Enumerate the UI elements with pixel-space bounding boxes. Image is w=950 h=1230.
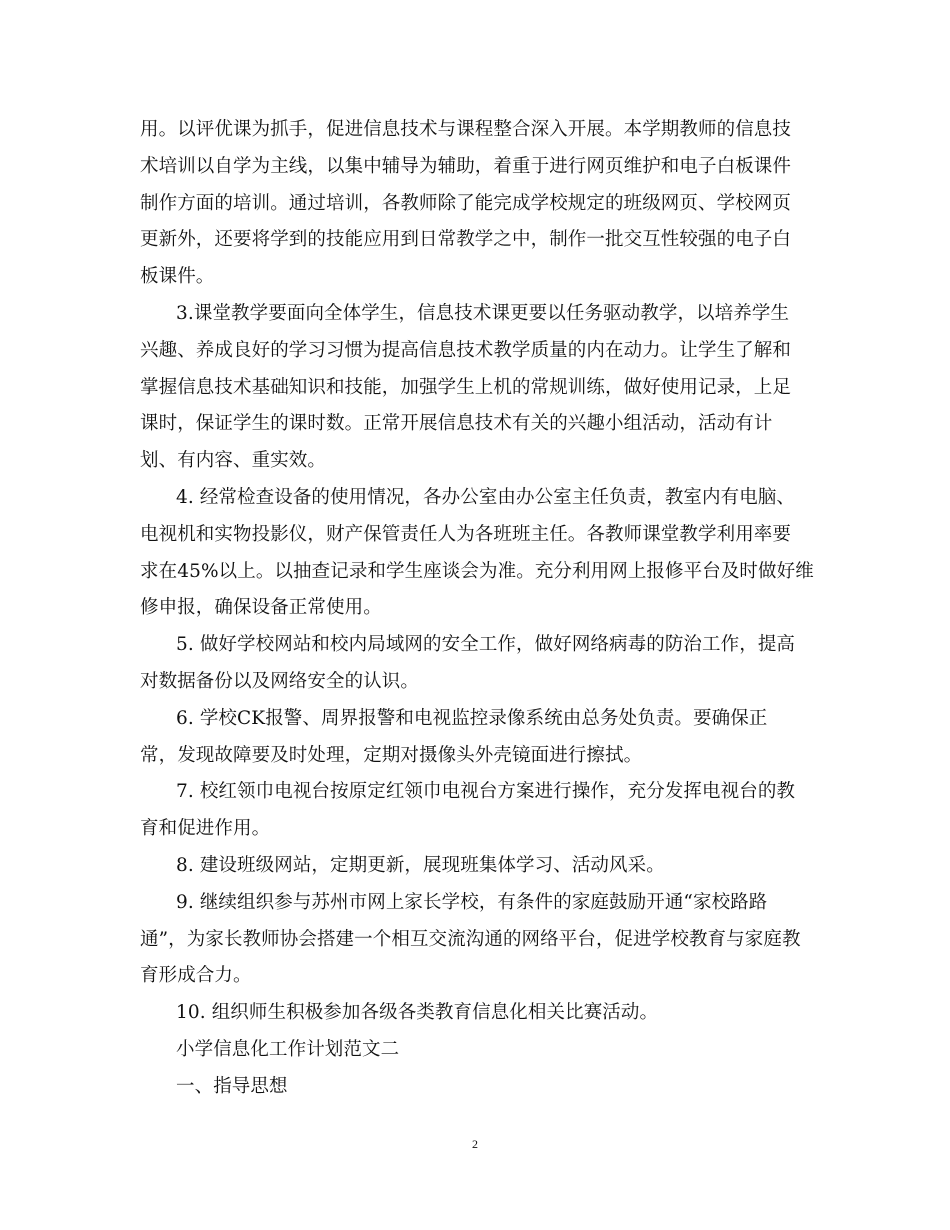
text-line: 常，发现故障要及时处理，定期对摄像头外壳镜面进行擦拭。	[140, 744, 643, 766]
text-line: 8. 建设班级网站，定期更新，展现班集体学习、活动风采。	[176, 854, 665, 876]
text-line: 电视机和实物投影仪，财产保管责任人为各班班主任。各教师课堂教学利用率要	[140, 523, 792, 545]
text-line: 10. 组织师生积极参加各级各类教育信息化相关比赛活动。	[176, 1002, 659, 1024]
text-line: 更新外，还要将学到的技能应用到日常教学之中，制作一批交互性较强的电子白	[140, 229, 792, 251]
text-line: 用。以评优课为抓手，促进信息技术与课程整合深入开展。本学期教师的信息技	[140, 119, 792, 140]
text-line: 划、有内容、重实效。	[140, 450, 327, 472]
text-line: 5. 做好学校网站和校内局域网的安全工作，做好网络病毒的防治工作，提高	[176, 634, 796, 656]
text-line: 3.课堂教学要面向全体学生，信息技术课更要以任务驱动教学，以培养学生	[176, 302, 790, 324]
text-line: 板课件。	[140, 266, 215, 288]
text-line: 9. 继续组织参与苏州市网上家长学校，有条件的家庭鼓励开通“家校路路	[176, 891, 768, 913]
text-line: 掌握信息技术基础知识和技能，加强学生上机的常规训练，做好使用记录，上足	[140, 376, 792, 398]
text-line: 4. 经常检查设备的使用情况，各办公室由办公室主任负责，教室内有电脑、	[176, 486, 796, 508]
text-line: 课时，保证学生的课时数。正常开展信息技术有关的兴趣小组活动，活动有计	[140, 413, 773, 435]
text-line: 兴趣、养成良好的学习习惯为提高信息技术教学质量的内在动力。让学生了解和	[140, 339, 792, 361]
text-line: 小学信息化工作计划范文二	[176, 1038, 400, 1060]
text-line: 对数据备份以及网络安全的认识。	[140, 670, 420, 692]
text-line: 求在45%以上。以抽查记录和学生座谈会为准。充分利用网上报修平台及时做好维	[140, 560, 814, 582]
text-line: 修申报，确保设备正常使用。	[140, 597, 382, 619]
text-line: 一、指导思想	[176, 1075, 288, 1097]
text-line: 通”，为家长教师协会搭建一个相互交流沟通的网络平台，促进学校教育与家庭教	[140, 928, 801, 950]
text-line: 育和促进作用。	[140, 818, 271, 840]
text-line: 6. 学校CK报警、周界报警和电视监控录像系统由总务处负责。要确保正	[176, 707, 768, 729]
page-number: 2	[472, 1137, 478, 1151]
text-line: 术培训以自学为主线，以集中辅导为辅助，着重于进行网页维护和电子白板课件	[140, 155, 792, 177]
text-line: 制作方面的培训。通过培训，各教师除了能完成学校规定的班级网页、学校网页	[140, 192, 792, 214]
text-line: 育形成合力。	[140, 965, 252, 987]
document-body	[140, 112, 814, 1106]
text-line: 7. 校红领巾电视台按原定红领巾电视台方案进行操作，充分发挥电视台的教	[176, 781, 796, 803]
